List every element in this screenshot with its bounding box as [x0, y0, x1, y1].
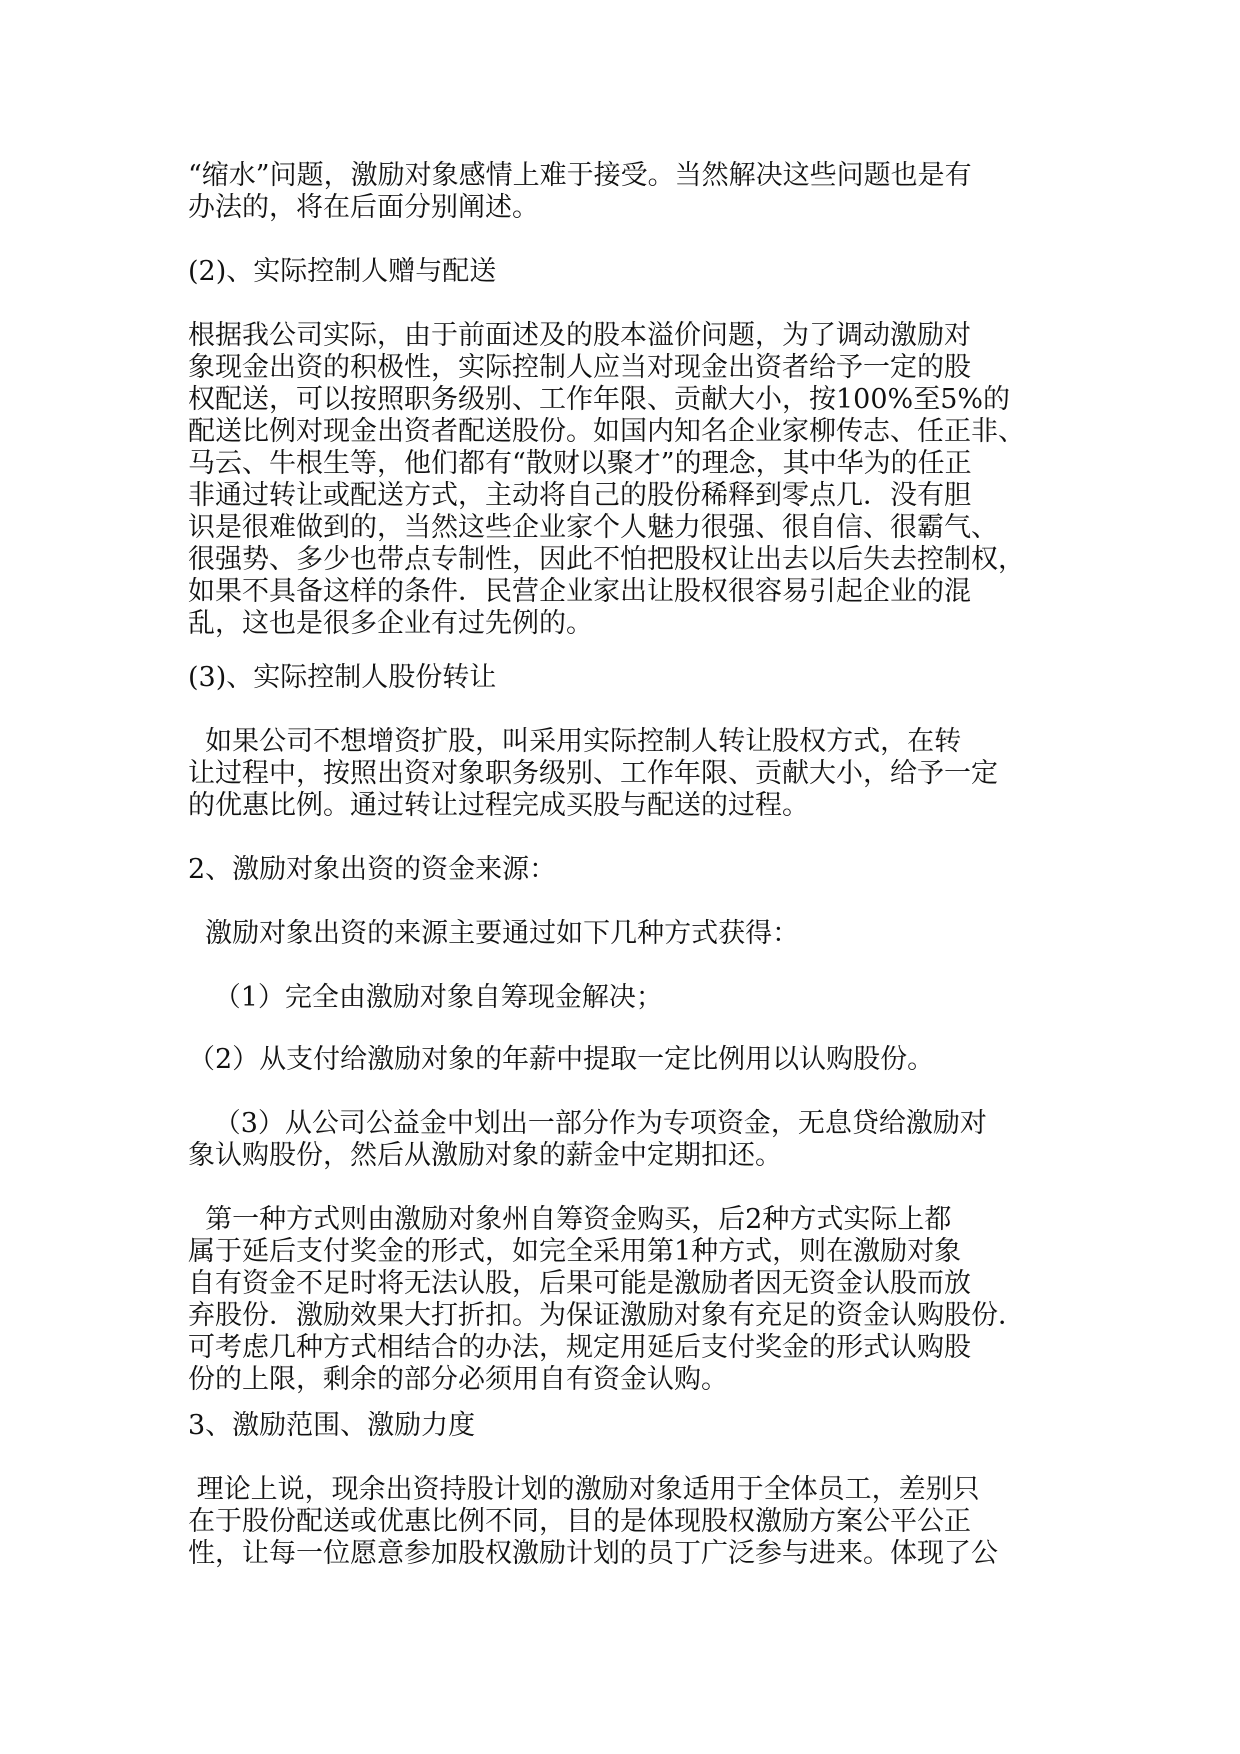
list-item-1: （1）完全由激励对象自筹现金解决； — [188, 982, 663, 1013]
paragraph-funding-analysis: 第一种方式则由激励对象州自筹资金购买，后2种方式实际上都 属于延后支付奖金的形式，如完全采用第1种方式，则在激励对象 自有资金不足时将无法认股，后果可能是激励者因无资金认股而放 弃股份．激励效果大打折扣。为保证激励对象有充足的资金认购股份． 可考虑几种方式相结合的办法，规定用延后支付奖金的形式认购股 份的上限，剩余的部分必须用自有资金认购。 — [188, 1204, 1025, 1395]
paragraph-share-transfer: 如果公司不想增资扩股，叫采用实际控制人转让股权方式，在转 让过程中，按照出资对象职务级别、工作年限、贡献大小，给予一定 的优惠比例。通过转让过程完成买股与配送的过程。 — [188, 726, 998, 821]
section-heading-gift-allocation: (2)、实际控制人赠与配送 — [188, 256, 497, 287]
paragraph-funding-intro: 激励对象出资的来源主要通过如下几种方式获得： — [188, 918, 800, 949]
section-heading-share-transfer: (3)、实际控制人股份转让 — [188, 662, 497, 693]
paragraph-continuation: “缩水”问题，激励对象感情上难于接受。当然解决这些问题也是有 办法的，将在后面分别阐述。 — [188, 160, 972, 223]
paragraph-gift-allocation: 根据我公司实际，由于前面述及的股本溢价问题，为了调动激励对 象现金出资的积极性，实际控制人应当对现金出资者给予一定的股 权配送，可以按照职务级别、工作年限、贡献大小，按100%至5%的 配送比例对现金出资者配送股份。如国内知名企业家柳传志、任正非、 马云、牛根生等，他们都有“散财以聚才”的理念，其中华为的任正 非通过转让或配送方式，主动将自己的股份稀释到零点几．没有胆 识是很难做到的，当然这些企业家个人魅力很强、很自信、很霸气、 很强势、多少也带点专制性，因此不怕把股权让出去以后失去控制权， 如果不具备这样的条件．民营企业家出让股权很容易引起企业的混 乱，这也是很多企业有过先例的。 — [188, 320, 1025, 639]
paragraph-scope: 理论上说，现余出资持股计划的激励对象适用于全体员工，差别只 在于股份配送或优惠比例不同，目的是体现股权激励方案公平公正 性，让每一位愿意参加股权激励计划的员丁广泛参与进来。体现了公 — [188, 1474, 998, 1569]
section-heading-scope: 3、激励范围、激励力度 — [188, 1410, 476, 1441]
section-heading-funding-source: 2、激励对象出资的资金来源： — [188, 854, 557, 885]
list-item-2: （2）从支付给激励对象的年薪中提取一定比例用以认购股份。 — [188, 1044, 935, 1075]
list-item-3: （3）从公司公益金中划出一部分作为专项资金，无息贷给激励对 象认购股份，然后从激励对象的薪金中定期扣还。 — [188, 1108, 987, 1171]
